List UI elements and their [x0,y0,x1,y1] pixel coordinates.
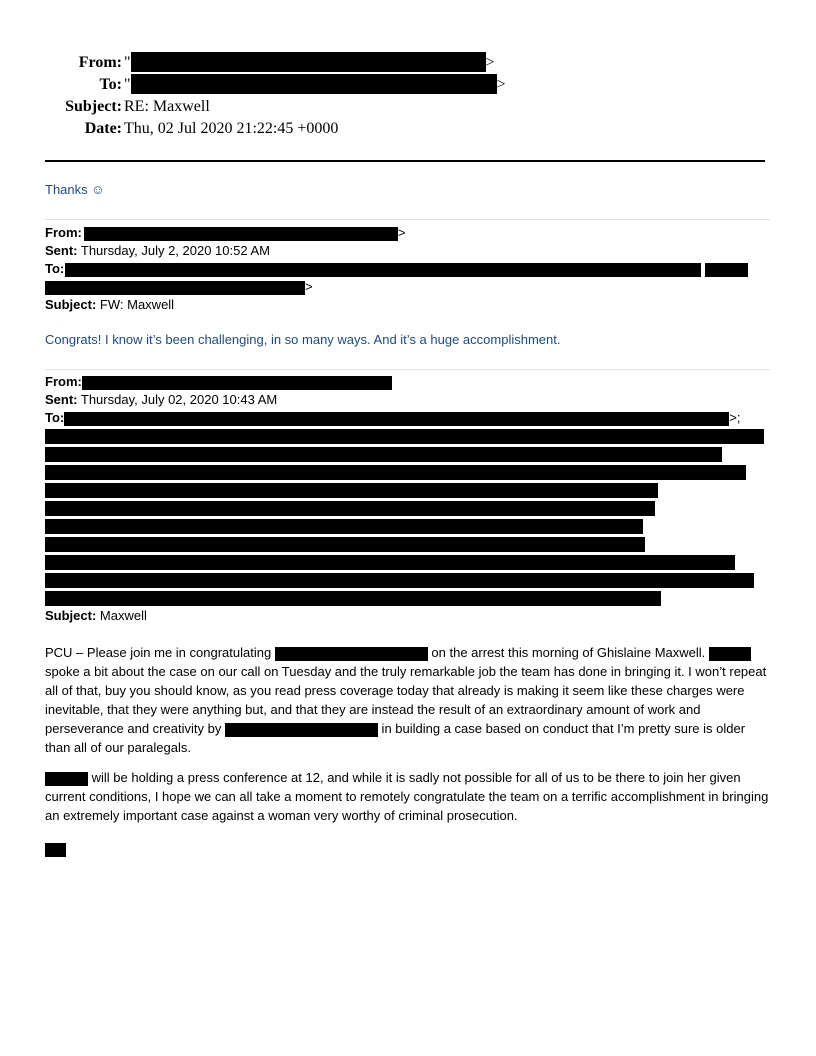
paragraph-text: PCU – Please join me in congratulating [45,645,275,660]
redaction-block [45,281,305,295]
msg2-paragraph-2 [45,768,770,825]
msg2-from-label: From: [45,374,82,389]
msg2-subject-value: Maxwell [99,608,147,623]
redaction-line [45,519,643,534]
redaction-block [131,74,497,94]
paragraph-text: spoke a bit about the case on our call on Tuesday and the truly remarkable job the team has done in bringing it. I won’t repeat all of that, buy you should know, as you read press coverage today that already is making it seem like these charges were inevitable, that they were anything but, and that they are instead the result of an extraordinary amount of work and perseverance and creativity by [45,664,767,736]
msg2-subject-row [45,607,147,625]
header-to-row [0,75,816,95]
header-from-row [0,53,816,73]
smiley-emoji: ☺ [91,182,105,197]
redaction-block [705,263,748,277]
header-date-label: Date: [84,120,122,137]
redaction-line [45,429,764,444]
header-to-prefix: " [124,76,131,93]
header-from-prefix: " [124,54,131,71]
header-subject-row [0,97,816,117]
redaction-line [45,465,746,480]
msg1-sent-label: Sent: [45,243,78,258]
reply-body [45,182,105,197]
msg1-from-row [45,224,405,242]
paragraph-text: in building a case based on conduct that I’m pretty sure is older than all of our paralegals. [45,721,746,755]
header-subject-label: Subject: [65,98,122,115]
msg1-sent-row [45,242,270,260]
redaction-block [82,376,392,390]
message-divider [45,219,770,220]
msg2-from-row [45,373,392,391]
msg2-to-label: To: [45,410,65,425]
msg1-subject-label: Subject: [45,297,97,312]
redaction-line [45,555,735,570]
header-to-suffix: > [496,76,506,93]
redaction-line [45,447,722,462]
msg1-subject-value: FW: Maxwell [99,297,175,312]
header-subject-value: RE: Maxwell [124,98,210,115]
signature-redaction [45,843,66,857]
redaction-block [225,723,378,737]
paragraph-text: on the arrest this morning of Ghislaine Maxwell. [427,645,709,660]
msg1-body: Congrats! I know it’s been challenging, in so many ways. And it’s a huge accomplishment. [45,332,561,347]
redaction-line [45,591,661,606]
message-divider [45,369,770,370]
header-from-suffix: > [485,54,495,71]
msg2-sent-row [45,391,277,409]
redaction-block [64,412,729,426]
msg1-from-suffix: > [397,225,406,240]
redaction-line [45,501,655,516]
header-date-value: Thu, 02 Jul 2020 21:22:45 +0000 [124,120,339,137]
redaction-block [84,227,398,241]
msg1-from-label: From: [45,225,82,240]
msg1-to-suffix: > [305,279,313,294]
paragraph-text: will be holding a press conference at 12, and while it is sadly not possible for all of us to be there to join her given current conditions, I hope we can all take a moment to remotely congratulate the team on a terrific accomplishment in bringing an extremely important case against a woman very worthy of criminal prosecution. [45,770,769,823]
msg1-subject-row [45,296,174,314]
msg2-sent-value: Thursday, July 02, 2020 10:43 AM [80,392,278,407]
msg2-to-row [45,409,740,427]
redaction-block [65,263,701,277]
msg2-sent-label: Sent: [45,392,78,407]
header-date-row [0,119,816,139]
redaction-block [275,647,428,661]
msg1-to-label: To: [45,261,65,276]
header-from-label: From: [78,54,122,71]
msg1-sent-value: Thursday, July 2, 2020 10:52 AM [80,243,270,258]
header-to-label: To: [99,76,122,93]
redaction-block [45,772,88,786]
msg2-to-suffix: >; [729,410,741,425]
reply-text: Thanks [45,182,88,197]
redaction-line [45,483,658,498]
redaction-block [709,647,751,661]
redaction-line [45,573,754,588]
msg1-to-row [45,260,748,278]
redaction-line [45,537,645,552]
header-divider [45,160,765,162]
redaction-block [131,52,486,72]
msg2-paragraph-1 [45,643,770,757]
msg1-to-row-cont [45,278,313,296]
msg2-subject-label: Subject: [45,608,97,623]
